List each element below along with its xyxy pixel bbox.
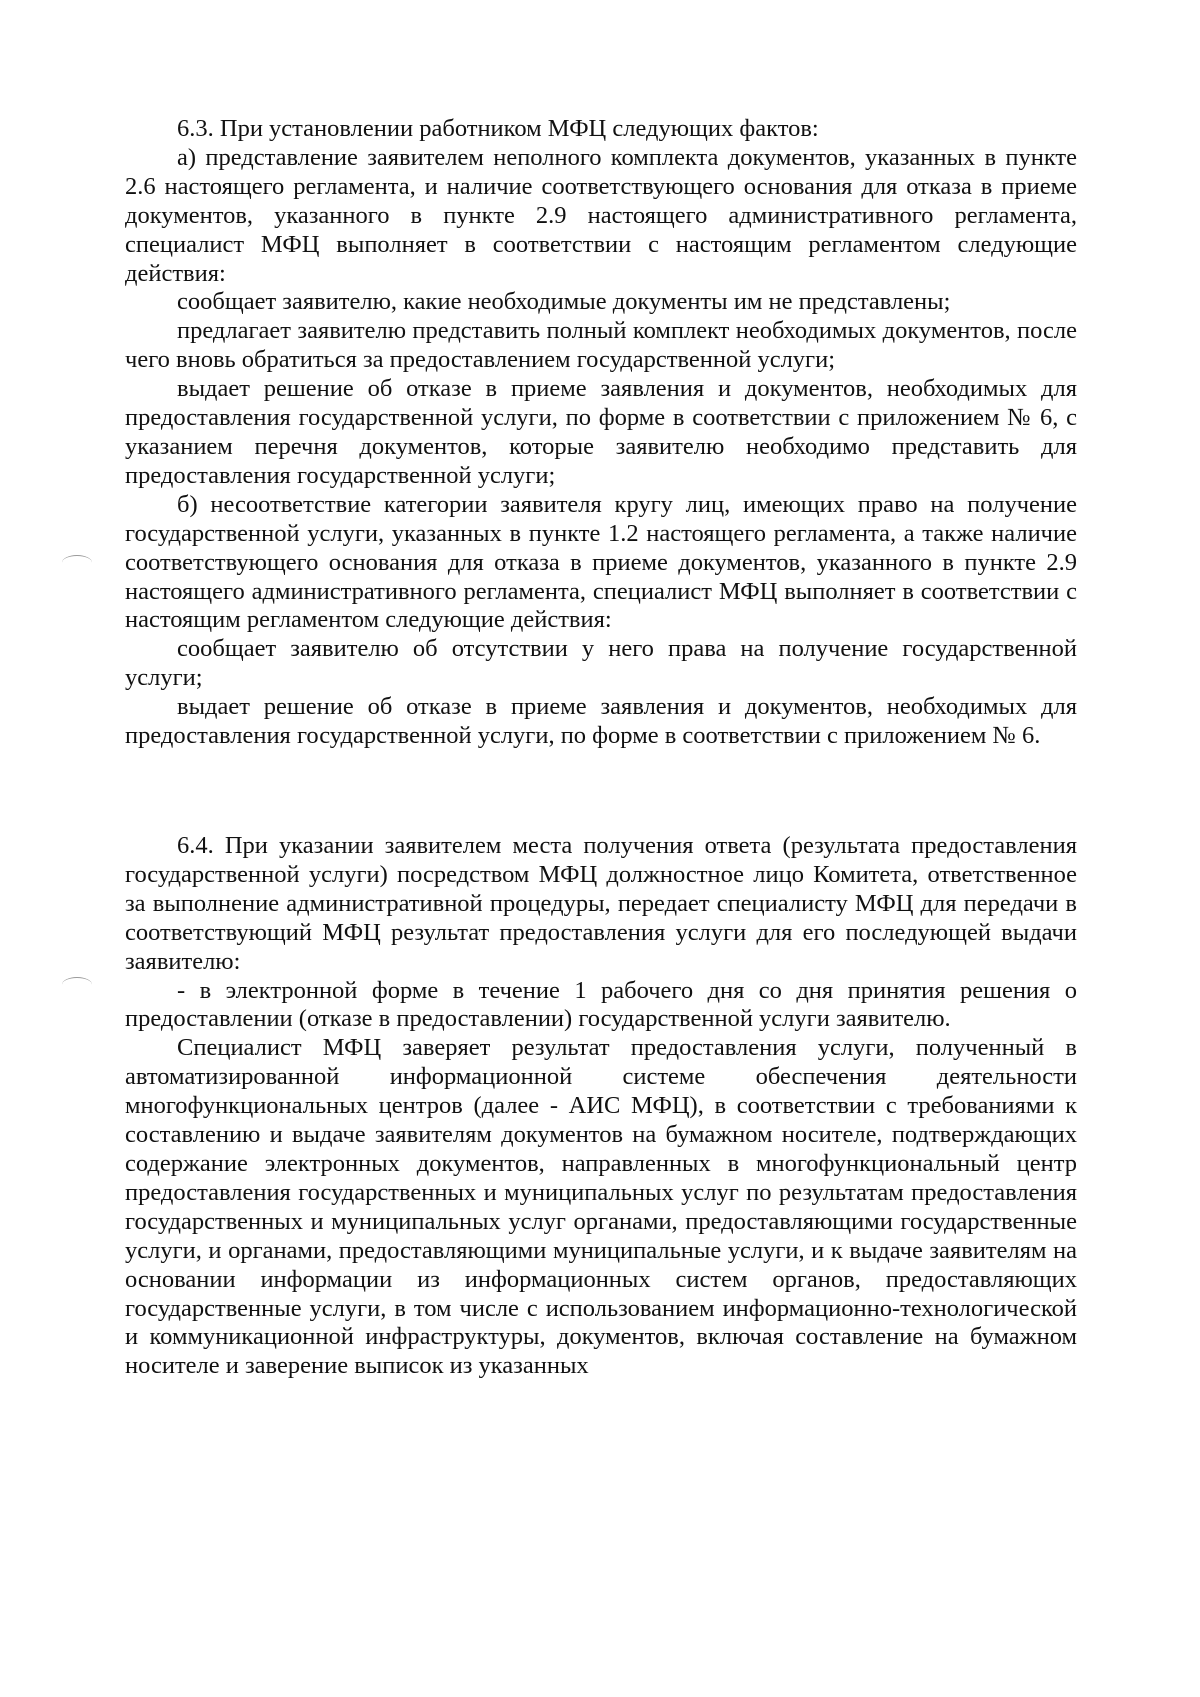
paragraph-action: выдает решение об отказе в приеме заявления и документов, необходимых для предоставления государственной услуги, по форме в соответствии с приложением № 6, с указанием перечня документов, которые заявителю необходимо представить для предоставления государственной услуги; bbox=[125, 375, 1077, 489]
paragraph-specialist: Специалист МФЦ заверяет результат предоставления услуги, полученный в автоматизированной информационной системе обеспечения деятельности многофункциональных центров (далее - АИС МФЦ), в соответствии с требованиями к составлению и выдаче заявителям документов на бумажном носителе, подтверждающих содержание электронных документов, направленных в многофункциональный центр предоставления государственных и муниципальных услуг по результатам предоставления государственных и муниципальных услуг органами, предоставляющими государственные услуги, и органами, предоставляющими муниципальные услуги, и к выдаче заявителям на основании информации из информационных систем органов, предоставляющих государственные услуги, в том числе с использованием информационно-технологической и коммуникационной инфраструктуры, документов, включая составление на бумажном носителе и заверение выписок из указанных bbox=[125, 1034, 1077, 1380]
paragraph-heading-6-4: 6.4. При указании заявителем места получения ответа (результата предоставления государственной услуги) посредством МФЦ должностное лицо Комитета, ответственное за выполнение административной процедуры, передает специалисту МФЦ для передачи в соответствующий МФЦ результат предоставления услуги для его последующей выдачи заявителю: bbox=[125, 832, 1077, 975]
paragraph-action: предлагает заявителю представить полный комплект необходимых документов, после чего вновь обратиться за предоставлением государственной услуги; bbox=[125, 317, 1077, 374]
paragraph-heading-6-3: 6.3. При установлении работником МФЦ следующих фактов: bbox=[177, 115, 819, 142]
paragraph-action: сообщает заявителю, какие необходимые документы им не представлены; bbox=[177, 288, 951, 316]
paragraph-action: сообщает заявителю об отсутствии у него права на получение государственной услуги; bbox=[125, 635, 1077, 692]
punch-hole-mark bbox=[62, 977, 92, 992]
paragraph-electronic-form: - в электронной форме в течение 1 рабочего дня со дня принятия решения о предоставлении (отказе в предоставлении) государственной услуги заявителю. bbox=[125, 976, 1077, 1033]
paragraph-item-b: б) несоответствие категории заявителя кругу лиц, имеющих право на получение государственной услуги, указанных в пункте 1.2 настоящего регламента, а также наличие соответствующего основания для отказа в приеме документов, указанного в пункте 2.9 настоящего административного регламента, специалист МФЦ выполняет в соответствии с настоящим регламентом следующие действия: bbox=[125, 490, 1077, 634]
paragraph-action: выдает решение об отказе в приеме заявления и документов, необходимых для предоставления государственной услуги, по форме в соответствии с приложением № 6. bbox=[125, 693, 1077, 750]
section-6-4 bbox=[125, 832, 1077, 1381]
section-6-3 bbox=[125, 115, 1077, 751]
paragraph-item-a: а) представление заявителем неполного комплекта документов, указанных в пункте 2.6 настоящего регламента, и наличие соответствующего основания для отказа в приеме документов, указанного в пункте 2.9 настоящего административного регламента, специалист МФЦ выполняет в соответствии с настоящим регламентом следующие действия: bbox=[125, 143, 1077, 287]
punch-hole-mark bbox=[62, 555, 92, 570]
